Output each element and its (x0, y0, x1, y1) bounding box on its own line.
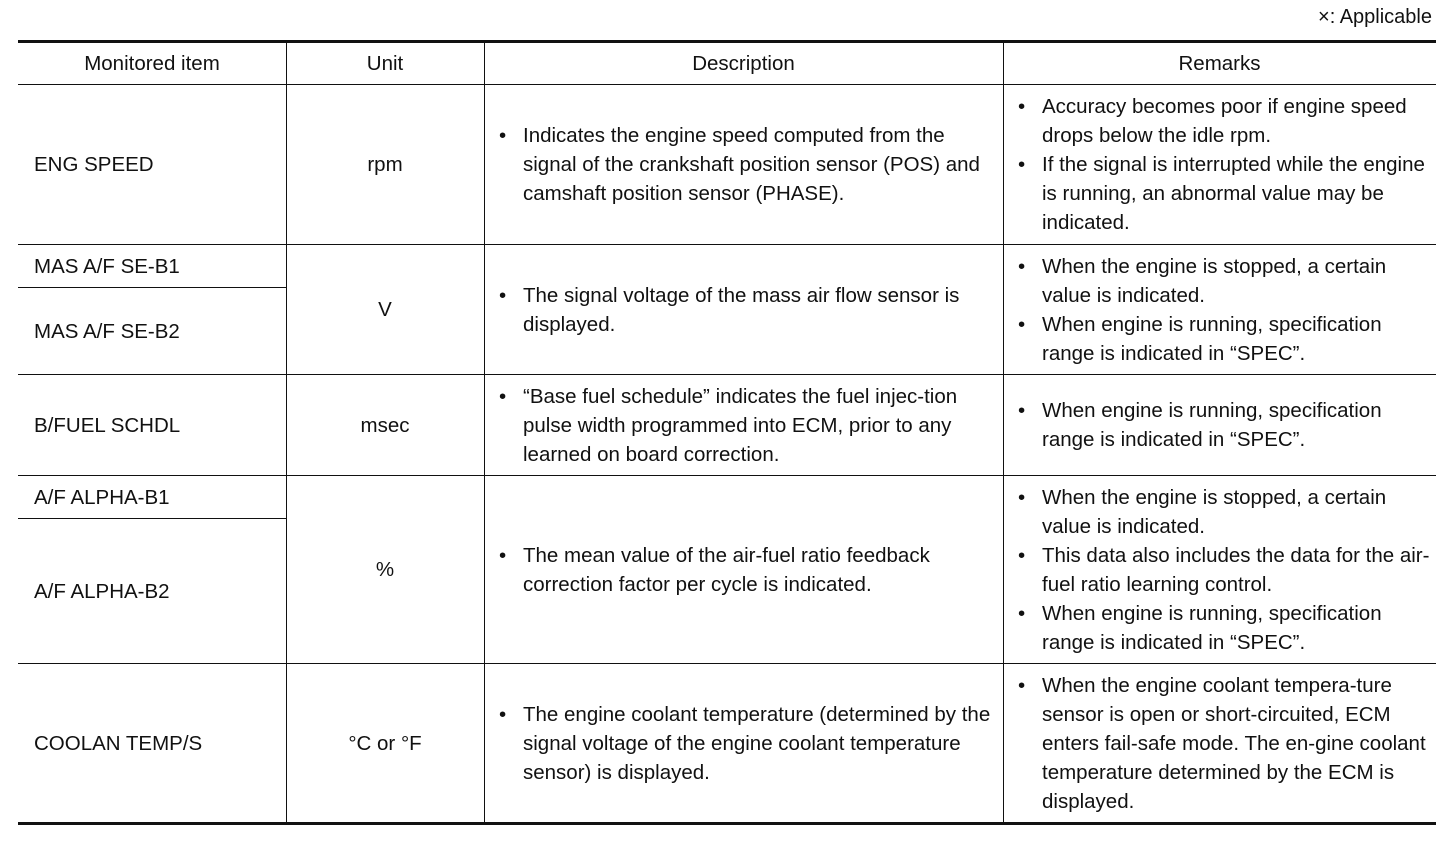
remark-bullet: • When engine is running, specification range is indicated in “SPEC”. (1018, 599, 1436, 657)
remarks-eng-speed (1004, 85, 1436, 244)
item-af-alpha-b2: A/F ALPHA-B2 (34, 579, 170, 603)
description-bullet: • The mean value of the air-fuel ratio feedback correction factor per cycle is indicated. (499, 541, 995, 599)
unit-rpm: rpm (367, 153, 403, 176)
description-eng-speed (485, 85, 995, 244)
header-remarks: Remarks (1178, 52, 1261, 75)
remark-bullet: • Accuracy becomes poor if engine speed drops below the idle rpm. (1018, 92, 1436, 150)
header-unit: Unit (366, 52, 404, 75)
item-mas-af-se-b1: MAS A/F SE-B1 (34, 254, 180, 278)
remark-bullet: • When the engine coolant tempera-ture sensor is open or short-circuited, ECM enters fail-safe mode. The en-gine coolant temperature determined by the ECM is displayed. (1018, 671, 1436, 816)
remark-bullet: • When the engine is stopped, a certain value is indicated. (1018, 252, 1436, 310)
description-bullet: • The engine coolant temperature (determined by the signal voltage of the engine coolant temperature sensor) is displayed. (499, 700, 995, 787)
remarks-b-fuel-schdl (1004, 375, 1436, 475)
description-bullet: • The signal voltage of the mass air flow sensor is displayed. (499, 281, 995, 339)
remark-bullet: • When the engine is stopped, a certain value is indicated. (1018, 483, 1436, 541)
header-description: Description (692, 52, 795, 75)
remarks-mas-af-se (1004, 245, 1436, 374)
remark-bullet: • When engine is running, specification range is indicated in “SPEC”. (1018, 310, 1436, 368)
description-bullet: • “Base fuel schedule” indicates the fuel injec-tion pulse width programmed into ECM, prior to any learned on board correction. (499, 382, 995, 469)
unit-percent: % (375, 558, 395, 581)
unit-temperature: °C or °F (348, 731, 422, 755)
description-mas-af-se (485, 245, 995, 374)
remarks-coolan-temp-s (1004, 664, 1436, 822)
item-eng-speed: ENG SPEED (34, 153, 154, 176)
remark-bullet: • This data also includes the data for the air-fuel ratio learning control. (1018, 541, 1436, 599)
item-af-alpha-b1: A/F ALPHA-B1 (34, 485, 170, 509)
description-af-alpha (485, 476, 995, 663)
remark-bullet: • When engine is running, specification range is indicated in “SPEC”. (1018, 396, 1436, 454)
item-coolan-temp-s: COOLAN TEMP/S (34, 731, 203, 755)
remark-bullet: • If the signal is interrupted while the engine is running, an abnormal value may be indicated. (1018, 150, 1436, 237)
unit-v: V (378, 298, 392, 321)
description-bullet: • Indicates the engine speed computed from the signal of the crankshaft position sensor (POS) and camshaft position sensor (PHASE). (499, 121, 995, 208)
applicable-legend: ×: Applicable (1318, 6, 1432, 28)
item-b-fuel-schdl: B/FUEL SCHDL (34, 413, 181, 437)
unit-msec: msec (360, 413, 410, 437)
table-bottom-rule (18, 822, 1436, 825)
description-coolan-temp-s (485, 664, 995, 822)
remarks-af-alpha (1004, 476, 1436, 663)
header-monitored-item: Monitored item (84, 52, 220, 75)
item-mas-af-se-b2: MAS A/F SE-B2 (34, 319, 180, 343)
description-b-fuel-schdl (485, 375, 995, 475)
